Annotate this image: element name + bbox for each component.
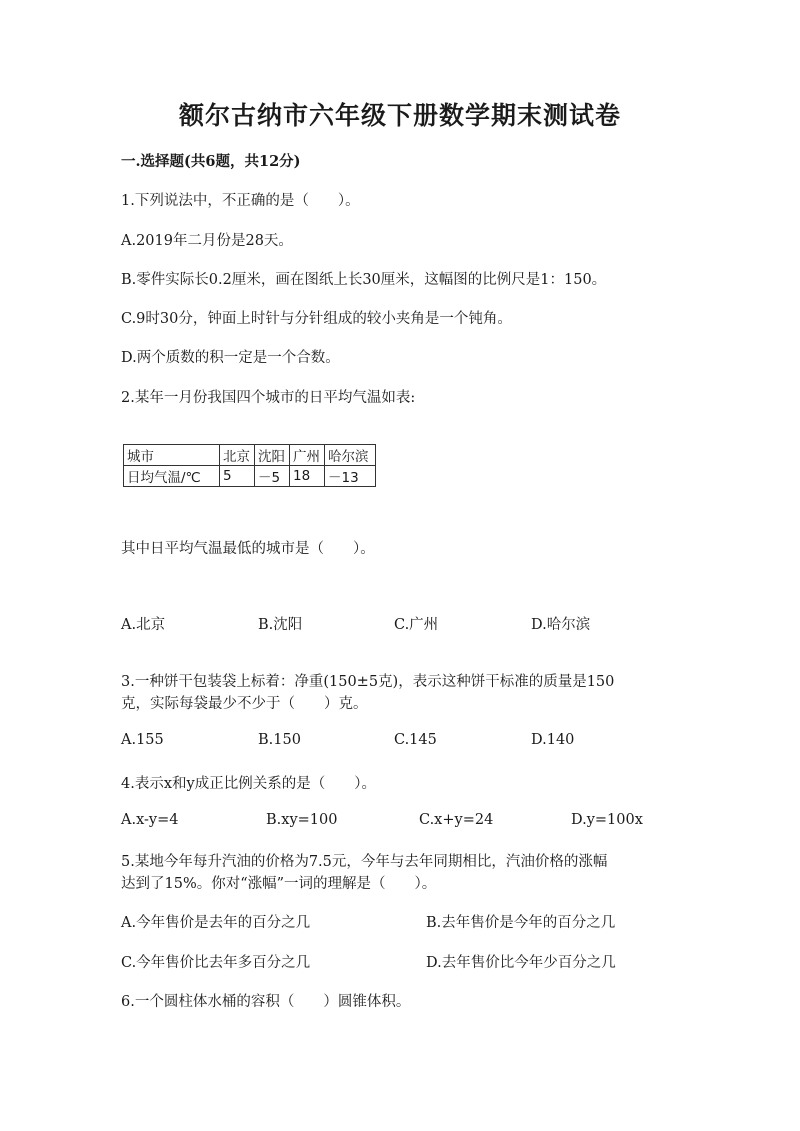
section-heading: 一.选择题(共6题，共12分) xyxy=(121,153,301,170)
q2-option-c: C.广州 xyxy=(394,617,439,633)
table-cell: 5 xyxy=(220,466,255,487)
table-cell: －13 xyxy=(325,466,376,487)
q3-stem-line1: 3.一种饼干包装袋上标着：净重(150±5克)，表示这种饼干标准的质量是150 xyxy=(121,674,615,690)
table-cell: 广州 xyxy=(290,445,325,466)
exam-title: 额尔古纳市六年级下册数学期末测试卷 xyxy=(178,101,621,130)
q2-option-d: D.哈尔滨 xyxy=(531,617,591,633)
temperature-table xyxy=(123,444,376,487)
table-cell: 18 xyxy=(290,466,325,487)
q3-option-b: B.150 xyxy=(258,732,301,748)
q5-option-d: D.去年售价比今年少百分之几 xyxy=(426,955,616,971)
q4-option-d: D.y=100x xyxy=(571,812,643,828)
table-cell: 哈尔滨 xyxy=(325,445,376,466)
q3-option-d: D.140 xyxy=(531,732,575,748)
q5-option-a: A.今年售价是去年的百分之几 xyxy=(121,915,311,931)
q5-stem-line2: 达到了15%。你对“涨幅”一词的理解是（ ）。 xyxy=(121,876,437,892)
q1-option-d: D.两个质数的积一定是一个合数。 xyxy=(121,350,340,366)
q3-option-a: A.155 xyxy=(121,732,164,748)
q5-option-b: B.去年售价是今年的百分之几 xyxy=(426,915,616,931)
q5-option-c: C.今年售价比去年多百分之几 xyxy=(121,955,311,971)
q2-question: 其中日平均气温最低的城市是（ ）。 xyxy=(121,541,375,557)
q4-option-c: C.x+y=24 xyxy=(419,812,494,828)
q5-stem-line1: 5.某地今年每升汽油的价格为7.5元，今年与去年同期相比，汽油价格的涨幅 xyxy=(121,854,608,870)
table-cell: －5 xyxy=(255,466,290,487)
q3-stem-line2: 克，实际每袋最少不少于（ ）克。 xyxy=(121,696,368,712)
table-cell: 北京 xyxy=(220,445,255,466)
q2-option-a: A.北京 xyxy=(121,617,166,633)
q1-option-a: A.2019年二月份是28天。 xyxy=(121,233,293,249)
table-cell: 日均气温/℃ xyxy=(124,466,220,487)
q1-option-b: B.零件实际长0.2厘米，画在图纸上长30厘米，这幅图的比例尺是1：150。 xyxy=(121,272,607,288)
q2-stem: 2.某年一月份我国四个城市的日平均气温如表: xyxy=(121,390,416,406)
table-cell: 沈阳 xyxy=(255,445,290,466)
q1-option-c: C.9时30分，钟面上时针与分针组成的较小夹角是一个钝角。 xyxy=(121,311,512,327)
q4-option-b: B.xy=100 xyxy=(266,812,338,828)
q1-stem: 1.下列说法中，不正确的是（ ）。 xyxy=(121,193,360,209)
q6-stem: 6.一个圆柱体水桶的容积（ ）圆锥体积。 xyxy=(121,994,411,1010)
q2-option-b: B.沈阳 xyxy=(258,617,303,633)
q4-stem: 4.表示x和y成正比例关系的是（ ）。 xyxy=(121,776,376,792)
table-row xyxy=(124,466,376,487)
table-row xyxy=(124,445,376,466)
q3-option-c: C.145 xyxy=(394,732,437,748)
q4-option-a: A.x-y=4 xyxy=(121,812,179,828)
table-cell: 城市 xyxy=(124,445,220,466)
